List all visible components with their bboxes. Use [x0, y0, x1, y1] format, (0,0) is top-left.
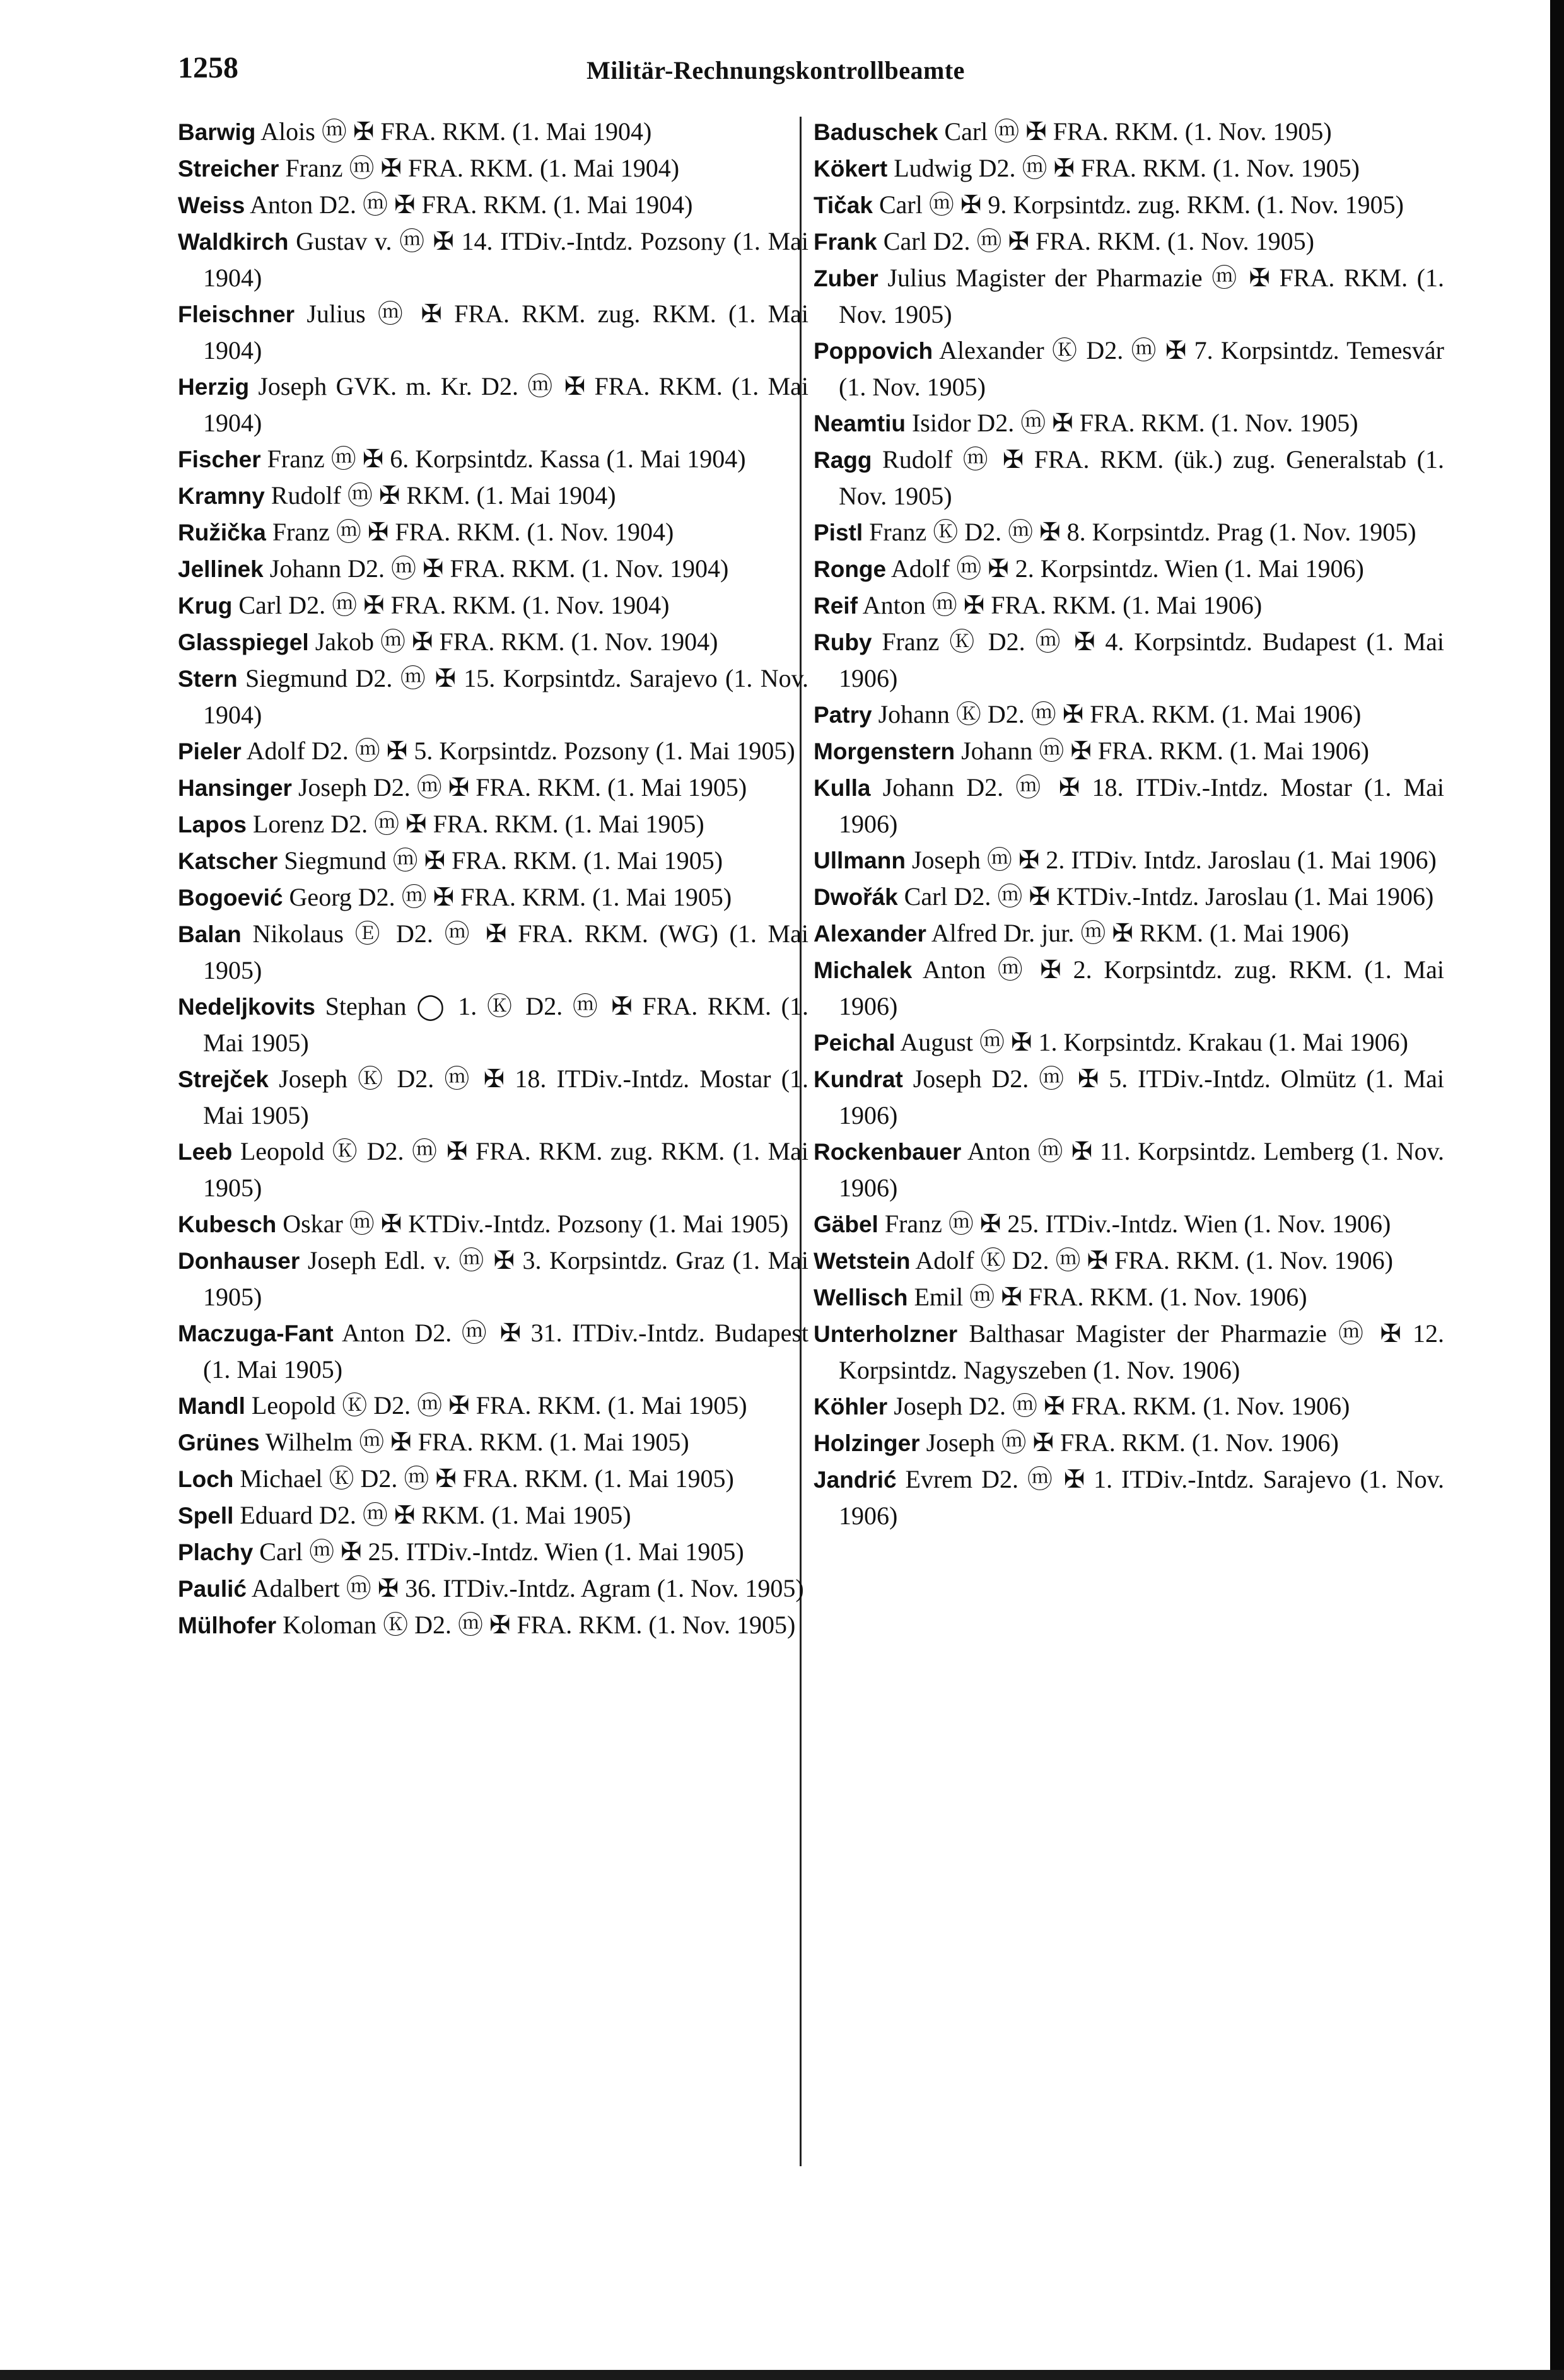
entry-surname: Wellisch: [814, 1285, 908, 1310]
entry-surname: Strejček: [178, 1066, 269, 1092]
entry-surname: Baduschek: [814, 119, 938, 145]
entry-surname: Kubesch: [178, 1211, 277, 1237]
list-item: [814, 332, 1444, 405]
list-item: [178, 1424, 808, 1461]
entry-details: Joseph Ⓚ D2. ⓜ ✠ 18. ITDiv.-Intdz. Mostar (1. Mai 1905): [203, 1065, 809, 1129]
entry-details: Oskar ⓜ ✠ KTDiv.-Intdz. Pozsony (1. Mai 1905): [283, 1210, 789, 1238]
entry-surname: Reif: [814, 593, 858, 619]
list-item: [814, 1061, 1444, 1133]
entry-details: Siegmund ⓜ ✠ FRA. RKM. (1. Mai 1905): [284, 846, 723, 875]
entry-surname: Holzinger: [814, 1430, 920, 1456]
entry-surname: Frank: [814, 229, 877, 255]
entry-surname: Ullmann: [814, 848, 906, 873]
list-item: [178, 1061, 808, 1133]
entry-details: Isidor D2. ⓜ ✠ FRA. RKM. (1. Nov. 1905): [911, 409, 1358, 437]
entry-details: Evrem D2. ⓜ ✠ 1. ITDiv.-Intdz. Sarajevo (1. Nov. 1906): [839, 1465, 1444, 1530]
entry-details: Franz ⓜ ✠ FRA. RKM. (1. Nov. 1904): [272, 518, 674, 546]
entry-surname: Unterholzner: [814, 1321, 958, 1347]
entry-details: Adolf ⓜ ✠ 2. Korpsintdz. Wien (1. Mai 1906): [890, 554, 1364, 583]
entry-details: Georg D2. ⓜ ✠ FRA. KRM. (1. Mai 1905): [289, 883, 732, 911]
entry-surname: Glasspiegel: [178, 629, 309, 655]
list-item: [814, 441, 1444, 514]
entry-surname: Jellinek: [178, 556, 264, 582]
list-item: [814, 696, 1444, 733]
entry-surname: Grünes: [178, 1430, 260, 1455]
entry-surname: Spell: [178, 1503, 234, 1529]
list-item: [814, 624, 1444, 696]
page-edge: [1550, 0, 1564, 2380]
entry-surname: Alexander: [814, 921, 926, 947]
entry-details: Leopold Ⓚ D2. ⓜ ✠ FRA. RKM. (1. Mai 1905): [251, 1391, 747, 1420]
list-item: [814, 1242, 1444, 1279]
list-item: [178, 1206, 808, 1242]
entry-details: Adolf D2. ⓜ ✠ 5. Korpsintdz. Pozsony (1. Mai 1905): [246, 737, 795, 765]
list-item: [178, 1570, 808, 1607]
entry-details: Emil ⓜ ✠ FRA. RKM. (1. Nov. 1906): [914, 1283, 1307, 1311]
entry-surname: Morgenstern: [814, 738, 955, 764]
entry-details: Anton ⓜ ✠ 2. Korpsintdz. zug. RKM. (1. Mai 1906): [839, 955, 1444, 1020]
entry-surname: Mülhofer: [178, 1613, 277, 1638]
entry-surname: Jandrić: [814, 1467, 897, 1493]
list-item: [178, 514, 808, 551]
entry-surname: Paulić: [178, 1576, 247, 1602]
list-item: [178, 660, 808, 733]
list-item: [814, 1461, 1444, 1534]
entry-surname: Waldkirch: [178, 229, 289, 255]
entry-surname: Hansinger: [178, 775, 292, 801]
entry-surname: Leeb: [178, 1139, 233, 1165]
list-item: [814, 187, 1444, 223]
list-item: [814, 405, 1444, 441]
entry-surname: Maczuga-Fant: [178, 1321, 334, 1346]
list-item: [178, 843, 808, 879]
list-item: [178, 1607, 808, 1643]
entry-surname: Pistl: [814, 520, 863, 545]
entry-surname: Pieler: [178, 738, 242, 764]
list-item: [814, 842, 1444, 878]
entry-details: Koloman Ⓚ D2. ⓜ ✠ FRA. RKM. (1. Nov. 1905): [283, 1611, 796, 1639]
entry-details: Carl ⓜ ✠ 25. ITDiv.-Intdz. Wien (1. Mai 1905): [259, 1537, 744, 1566]
page-number: 1258: [178, 51, 238, 85]
entry-surname: Katscher: [178, 848, 278, 874]
entry-surname: Barwig: [178, 119, 256, 145]
entry-details: Nikolaus Ⓔ D2. ⓜ ✠ FRA. RKM. (WG) (1. Mai 1905): [203, 919, 808, 984]
list-item: [814, 878, 1444, 915]
entry-surname: Streicher: [178, 156, 279, 182]
entry-details: Leopold Ⓚ D2. ⓜ ✠ FRA. RKM. zug. RKM. (1. Mai 1905): [203, 1137, 809, 1202]
entry-details: Joseph D2. ⓜ ✠ FRA. RKM. (1. Nov. 1906): [894, 1392, 1350, 1420]
left-column: [178, 114, 808, 1643]
entry-details: Alois ⓜ ✠ FRA. RKM. (1. Mai 1904): [260, 117, 652, 146]
entry-surname: Köhler: [814, 1394, 888, 1420]
entry-surname: Kramny: [178, 483, 265, 509]
list-item: [814, 733, 1444, 769]
right-column: [814, 114, 1444, 1534]
list-item: [178, 733, 808, 769]
entry-surname: Mandl: [178, 1393, 245, 1419]
entry-surname: Fleischner: [178, 301, 295, 327]
entry-surname: Peichal: [814, 1030, 896, 1056]
entry-details: Stephan ◯ 1. Ⓚ D2. ⓜ ✠ FRA. RKM. (1. Mai 1905): [203, 992, 808, 1057]
entry-surname: Weiss: [178, 192, 245, 218]
entry-surname: Donhauser: [178, 1248, 300, 1274]
entry-details: Franz Ⓚ D2. ⓜ ✠ 8. Korpsintdz. Prag (1. Nov. 1905): [869, 518, 1416, 546]
list-item: [814, 1315, 1444, 1388]
entry-surname: Plachy: [178, 1539, 254, 1565]
entry-surname: Kundrat: [814, 1066, 903, 1092]
list-item: [814, 514, 1444, 551]
list-item: [178, 769, 808, 806]
entry-details: Lorenz D2. ⓜ ✠ FRA. RKM. (1. Mai 1905): [252, 810, 704, 838]
entry-surname: Poppovich: [814, 338, 933, 364]
list-item: [814, 1024, 1444, 1061]
entry-surname: Ragg: [814, 447, 872, 473]
entry-surname: Neamtiu: [814, 411, 906, 436]
list-item: [178, 1497, 808, 1534]
entry-details: Wilhelm ⓜ ✠ FRA. RKM. (1. Mai 1905): [265, 1428, 689, 1456]
entry-details: Jakob ⓜ ✠ FRA. RKM. (1. Nov. 1904): [315, 627, 718, 656]
entry-surname: Michalek: [814, 957, 913, 983]
list-item: [178, 114, 808, 150]
entry-surname: Ruby: [814, 629, 872, 655]
entry-details: Anton ⓜ ✠ FRA. RKM. (1. Mai 1906): [862, 591, 1263, 619]
entry-details: Johann ⓜ ✠ FRA. RKM. (1. Mai 1906): [961, 737, 1369, 765]
entry-details: Joseph ⓜ ✠ FRA. RKM. (1. Nov. 1906): [926, 1428, 1339, 1457]
entry-surname: Herzig: [178, 374, 250, 400]
entry-details: Adalbert ⓜ ✠ 36. ITDiv.-Intdz. Agram (1. Nov. 1905): [251, 1574, 804, 1602]
entry-details: Adolf Ⓚ D2. ⓜ ✠ FRA. RKM. (1. Nov. 1906): [915, 1246, 1393, 1275]
running-title: Militär-Rechnungskontrollbeamte: [586, 56, 965, 85]
entry-details: Carl D2. ⓜ ✠ FRA. RKM. (1. Nov. 1904): [238, 591, 670, 619]
entry-details: Eduard D2. ⓜ ✠ RKM. (1. Mai 1905): [240, 1501, 631, 1529]
list-item: [178, 223, 808, 296]
entry-surname: Balan: [178, 921, 242, 947]
entry-details: Johann D2. ⓜ ✠ 18. ITDiv.-Intdz. Mostar (1. Mai 1906): [839, 773, 1445, 838]
entry-surname: Krug: [178, 593, 233, 619]
entry-details: Joseph Edl. v. ⓜ ✠ 3. Korpsintdz. Graz (1. Mai 1905): [203, 1246, 808, 1311]
entry-details: Joseph ⓜ ✠ 2. ITDiv. Intdz. Jaroslau (1. Mai 1906): [911, 846, 1437, 874]
entry-details: Julius ⓜ ✠ FRA. RKM. zug. RKM. (1. Mai 1904): [203, 300, 808, 365]
entry-details: Rudolf ⓜ ✠ FRA. RKM. (ük.) zug. Generalstab (1. Nov. 1905): [839, 445, 1445, 510]
entry-details: Siegmund D2. ⓜ ✠ 15. Korpsintdz. Sarajevo (1. Nov. 1904): [203, 664, 809, 729]
entry-surname: Rockenbauer: [814, 1139, 962, 1165]
entry-details: Franz ⓜ ✠ 6. Korpsintdz. Kassa (1. Mai 1904): [267, 445, 746, 473]
entry-details: Julius Magister der Pharmazie ⓜ ✠ FRA. RKM. (1. Nov. 1905): [839, 264, 1445, 329]
list-item: [178, 1133, 808, 1206]
list-item: [178, 624, 808, 660]
list-item: [178, 441, 808, 477]
entry-surname: Stern: [178, 666, 238, 692]
list-item: [178, 916, 808, 988]
list-item: [814, 1388, 1444, 1425]
entry-details: Balthasar Magister der Pharmazie ⓜ ✠ 12. Korpsintdz. Nagyszeben (1. Nov. 1906): [839, 1319, 1445, 1384]
entry-details: August ⓜ ✠ 1. Korpsintdz. Krakau (1. Mai 1906): [900, 1028, 1408, 1056]
entry-surname: Loch: [178, 1466, 234, 1492]
entry-surname: Fischer: [178, 446, 261, 472]
list-item: [814, 1279, 1444, 1315]
entry-details: Franz Ⓚ D2. ⓜ ✠ 4. Korpsintdz. Budapest (1. Mai 1906): [839, 627, 1445, 692]
entry-surname: Gäbel: [814, 1211, 878, 1237]
list-item: [814, 260, 1444, 332]
entry-details: Carl D2. ⓜ ✠ KTDiv.-Intdz. Jaroslau (1. Mai 1906): [904, 882, 1434, 911]
entry-details: Joseph D2. ⓜ ✠ FRA. RKM. (1. Mai 1905): [298, 773, 747, 802]
entry-details: Michael Ⓚ D2. ⓜ ✠ FRA. RKM. (1. Mai 1905): [240, 1464, 734, 1493]
entry-details: Franz ⓜ ✠ 25. ITDiv.-Intdz. Wien (1. Nov. 1906): [884, 1210, 1391, 1238]
entry-details: Ludwig D2. ⓜ ✠ FRA. RKM. (1. Nov. 1905): [894, 154, 1360, 182]
entry-surname: Kökert: [814, 156, 888, 182]
list-item: [814, 551, 1444, 587]
list-item: [814, 150, 1444, 187]
entry-details: Anton D2. ⓜ ✠ FRA. RKM. (1. Mai 1904): [250, 190, 693, 219]
list-item: [178, 988, 808, 1061]
entry-details: Anton D2. ⓜ ✠ 31. ITDiv.-Intdz. Budapest (1. Mai 1905): [203, 1319, 809, 1384]
list-item: [178, 296, 808, 368]
list-item: [814, 223, 1444, 260]
list-item: [178, 1387, 808, 1424]
entry-surname: Nedeljkovits: [178, 994, 315, 1020]
page-bottom-edge: [0, 2370, 1564, 2380]
entry-details: Rudolf ⓜ ✠ RKM. (1. Mai 1904): [271, 481, 616, 510]
list-item: [814, 1425, 1444, 1461]
entry-surname: Tičak: [814, 192, 873, 218]
entry-details: Joseph D2. ⓜ ✠ 5. ITDiv.-Intdz. Olmütz (1. Mai 1906): [839, 1065, 1445, 1129]
list-item: [178, 368, 808, 441]
list-item: [178, 806, 808, 843]
list-item: [178, 187, 808, 223]
list-item: [178, 1315, 808, 1387]
list-item: [178, 1534, 808, 1570]
entry-details: Alexander Ⓚ D2. ⓜ ✠ 7. Korpsintdz. Temesvár (1. Nov. 1905): [839, 336, 1444, 401]
list-item: [178, 477, 808, 514]
entry-surname: Dwořák: [814, 884, 898, 910]
entry-surname: Ronge: [814, 556, 887, 582]
list-item: [178, 1461, 808, 1497]
list-item: [814, 769, 1444, 842]
list-item: [814, 952, 1444, 1024]
list-item: [814, 1206, 1444, 1242]
entry-surname: Wetstein: [814, 1248, 911, 1274]
list-item: [814, 915, 1444, 952]
list-item: [178, 587, 808, 624]
entry-details: Anton ⓜ ✠ 11. Korpsintdz. Lemberg (1. Nov. 1906): [839, 1137, 1445, 1202]
list-item: [178, 150, 808, 187]
list-item: [814, 1133, 1444, 1206]
entry-details: Carl ⓜ ✠ FRA. RKM. (1. Nov. 1905): [944, 117, 1332, 146]
entry-surname: Kulla: [814, 775, 871, 801]
entry-surname: Ružička: [178, 520, 266, 545]
list-item: [814, 114, 1444, 150]
list-item: [814, 587, 1444, 624]
list-item: [178, 551, 808, 587]
entry-surname: Patry: [814, 702, 872, 728]
entry-details: Carl ⓜ ✠ 9. Korpsintdz. zug. RKM. (1. Nov. 1905): [878, 190, 1404, 219]
entry-surname: Bogoević: [178, 885, 283, 911]
entry-details: Johann D2. ⓜ ✠ FRA. RKM. (1. Nov. 1904): [269, 554, 729, 583]
entry-details: Gustav v. ⓜ ✠ 14. ITDiv.-Intdz. Pozsony (1. Mai 1904): [203, 227, 808, 292]
entry-details: Johann Ⓚ D2. ⓜ ✠ FRA. RKM. (1. Mai 1906): [878, 700, 1362, 728]
entry-surname: Lapos: [178, 812, 247, 837]
entry-details: Alfred Dr. jur. ⓜ ✠ RKM. (1. Mai 1906): [931, 919, 1350, 947]
entry-details: Carl D2. ⓜ ✠ FRA. RKM. (1. Nov. 1905): [883, 227, 1314, 255]
list-item: [178, 879, 808, 916]
entry-details: Franz ⓜ ✠ FRA. RKM. (1. Mai 1904): [285, 154, 680, 182]
entry-details: Joseph GVK. m. Kr. D2. ⓜ ✠ FRA. RKM. (1. Mai 1904): [203, 372, 808, 437]
list-item: [178, 1242, 808, 1315]
entry-surname: Zuber: [814, 265, 878, 291]
